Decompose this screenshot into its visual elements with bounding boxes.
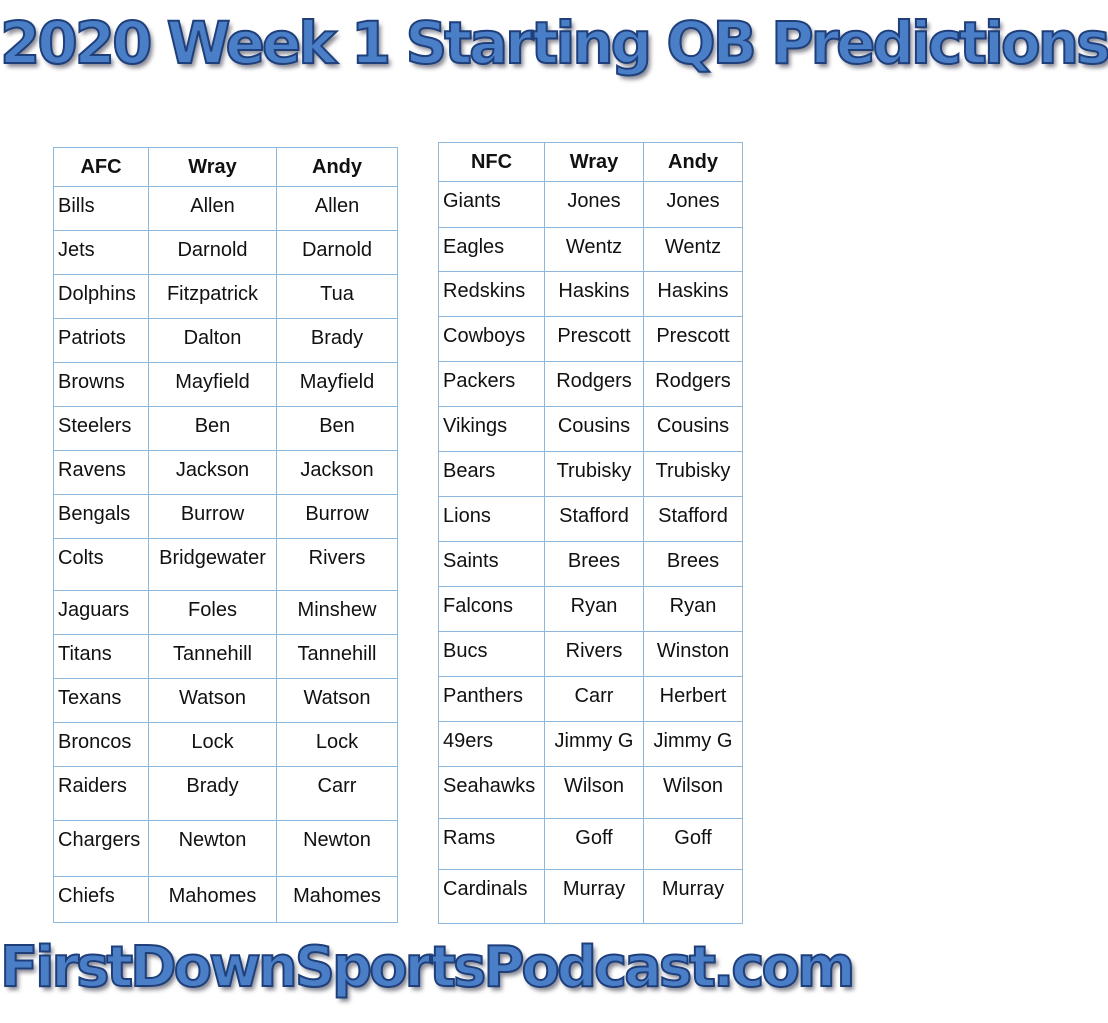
team-cell: Saints <box>439 542 545 587</box>
team-cell: Giants <box>439 182 545 228</box>
afc-table-row <box>54 451 398 495</box>
afc-table-row <box>54 723 398 767</box>
afc-table-row <box>54 679 398 723</box>
team-cell: Bucs <box>439 632 545 677</box>
nfc-table <box>438 142 743 924</box>
nfc-table-row <box>439 819 743 870</box>
andy-pick-cell: Wilson <box>644 767 743 819</box>
wray-pick-cell: Lock <box>149 723 277 767</box>
andy-pick-cell: Wentz <box>644 228 743 272</box>
nfc-header-row <box>439 143 743 182</box>
andy-pick-cell: Brees <box>644 542 743 587</box>
team-cell: Rams <box>439 819 545 870</box>
wray-pick-cell: Prescott <box>545 317 644 362</box>
team-cell: Vikings <box>439 407 545 452</box>
team-cell: Packers <box>439 362 545 407</box>
team-cell: Cardinals <box>439 870 545 924</box>
andy-pick-cell: Jones <box>644 182 743 228</box>
team-cell: Steelers <box>54 407 149 451</box>
wray-pick-cell: Brady <box>149 767 277 821</box>
team-cell: Falcons <box>439 587 545 632</box>
andy-pick-cell: Allen <box>277 187 398 231</box>
andy-pick-cell: Trubisky <box>644 452 743 497</box>
afc-table-row <box>54 363 398 407</box>
nfc-table-row <box>439 228 743 272</box>
team-cell: Ravens <box>54 451 149 495</box>
nfc-table-row <box>439 182 743 228</box>
andy-pick-cell: Watson <box>277 679 398 723</box>
nfc-header-conference: NFC <box>439 143 545 182</box>
wray-pick-cell: Wilson <box>545 767 644 819</box>
team-cell: Jets <box>54 231 149 275</box>
andy-pick-cell: Mahomes <box>277 877 398 923</box>
wray-pick-cell: Murray <box>545 870 644 924</box>
andy-pick-cell: Prescott <box>644 317 743 362</box>
andy-pick-cell: Jimmy G <box>644 722 743 767</box>
team-cell: Bears <box>439 452 545 497</box>
wray-pick-cell: Burrow <box>149 495 277 539</box>
afc-table-row <box>54 231 398 275</box>
team-cell: Broncos <box>54 723 149 767</box>
team-cell: Bills <box>54 187 149 231</box>
afc-table-row <box>54 821 398 877</box>
team-cell: Chargers <box>54 821 149 877</box>
nfc-table-row <box>439 272 743 317</box>
wray-pick-cell: Newton <box>149 821 277 877</box>
andy-pick-cell: Tua <box>277 275 398 319</box>
team-cell: Browns <box>54 363 149 407</box>
wray-pick-cell: Stafford <box>545 497 644 542</box>
nfc-table-row <box>439 362 743 407</box>
wray-pick-cell: Fitzpatrick <box>149 275 277 319</box>
wray-pick-cell: Foles <box>149 591 277 635</box>
andy-pick-cell: Minshew <box>277 591 398 635</box>
afc-table <box>53 147 398 923</box>
afc-table-row <box>54 767 398 821</box>
wray-pick-cell: Mahomes <box>149 877 277 923</box>
afc-table-row <box>54 591 398 635</box>
wray-pick-cell: Goff <box>545 819 644 870</box>
nfc-table-row <box>439 632 743 677</box>
afc-header-conference: AFC <box>54 148 149 187</box>
team-cell: Chiefs <box>54 877 149 923</box>
wray-pick-cell: Bridgewater <box>149 539 277 591</box>
andy-pick-cell: Burrow <box>277 495 398 539</box>
team-cell: Colts <box>54 539 149 591</box>
wray-pick-cell: Rodgers <box>545 362 644 407</box>
team-cell: Redskins <box>439 272 545 317</box>
nfc-table-row <box>439 452 743 497</box>
andy-pick-cell: Herbert <box>644 677 743 722</box>
wray-pick-cell: Jones <box>545 182 644 228</box>
wray-pick-cell: Darnold <box>149 231 277 275</box>
nfc-table-row <box>439 870 743 924</box>
wray-pick-cell: Tannehill <box>149 635 277 679</box>
site-footer: FirstDownSportsPodcast.com <box>0 935 853 1000</box>
andy-pick-cell: Ben <box>277 407 398 451</box>
afc-table-row <box>54 275 398 319</box>
wray-pick-cell: Mayfield <box>149 363 277 407</box>
wray-pick-cell: Jackson <box>149 451 277 495</box>
wray-pick-cell: Rivers <box>545 632 644 677</box>
page-title: 2020 Week 1 Starting QB Predictions <box>0 9 1108 77</box>
wray-pick-cell: Brees <box>545 542 644 587</box>
nfc-table-row <box>439 542 743 587</box>
nfc-table-row <box>439 587 743 632</box>
wray-pick-cell: Dalton <box>149 319 277 363</box>
andy-pick-cell: Murray <box>644 870 743 924</box>
wray-pick-cell: Cousins <box>545 407 644 452</box>
wray-pick-cell: Ben <box>149 407 277 451</box>
afc-header-andy: Andy <box>277 148 398 187</box>
andy-pick-cell: Tannehill <box>277 635 398 679</box>
afc-table-row <box>54 539 398 591</box>
wray-pick-cell: Jimmy G <box>545 722 644 767</box>
wray-pick-cell: Allen <box>149 187 277 231</box>
andy-pick-cell: Lock <box>277 723 398 767</box>
team-cell: Panthers <box>439 677 545 722</box>
team-cell: Patriots <box>54 319 149 363</box>
team-cell: Titans <box>54 635 149 679</box>
andy-pick-cell: Newton <box>277 821 398 877</box>
afc-header-wray: Wray <box>149 148 277 187</box>
andy-pick-cell: Cousins <box>644 407 743 452</box>
team-cell: Dolphins <box>54 275 149 319</box>
afc-table-row <box>54 407 398 451</box>
nfc-table-row <box>439 497 743 542</box>
team-cell: Raiders <box>54 767 149 821</box>
team-cell: 49ers <box>439 722 545 767</box>
nfc-header-wray: Wray <box>545 143 644 182</box>
andy-pick-cell: Goff <box>644 819 743 870</box>
afc-table-row <box>54 495 398 539</box>
andy-pick-cell: Jackson <box>277 451 398 495</box>
wray-pick-cell: Ryan <box>545 587 644 632</box>
team-cell: Texans <box>54 679 149 723</box>
andy-pick-cell: Stafford <box>644 497 743 542</box>
afc-table-row <box>54 187 398 231</box>
andy-pick-cell: Mayfield <box>277 363 398 407</box>
wray-pick-cell: Wentz <box>545 228 644 272</box>
wray-pick-cell: Haskins <box>545 272 644 317</box>
afc-table-row <box>54 877 398 923</box>
nfc-table-row <box>439 407 743 452</box>
andy-pick-cell: Rivers <box>277 539 398 591</box>
team-cell: Eagles <box>439 228 545 272</box>
nfc-table-row <box>439 677 743 722</box>
nfc-table-row <box>439 767 743 819</box>
andy-pick-cell: Winston <box>644 632 743 677</box>
nfc-header-andy: Andy <box>644 143 743 182</box>
team-cell: Cowboys <box>439 317 545 362</box>
afc-table-row <box>54 319 398 363</box>
wray-pick-cell: Trubisky <box>545 452 644 497</box>
andy-pick-cell: Ryan <box>644 587 743 632</box>
wray-pick-cell: Carr <box>545 677 644 722</box>
nfc-table-row <box>439 722 743 767</box>
afc-header-row <box>54 148 398 187</box>
afc-table-row <box>54 635 398 679</box>
andy-pick-cell: Brady <box>277 319 398 363</box>
team-cell: Jaguars <box>54 591 149 635</box>
team-cell: Bengals <box>54 495 149 539</box>
wray-pick-cell: Watson <box>149 679 277 723</box>
team-cell: Seahawks <box>439 767 545 819</box>
andy-pick-cell: Carr <box>277 767 398 821</box>
andy-pick-cell: Haskins <box>644 272 743 317</box>
nfc-table-row <box>439 317 743 362</box>
andy-pick-cell: Rodgers <box>644 362 743 407</box>
team-cell: Lions <box>439 497 545 542</box>
andy-pick-cell: Darnold <box>277 231 398 275</box>
